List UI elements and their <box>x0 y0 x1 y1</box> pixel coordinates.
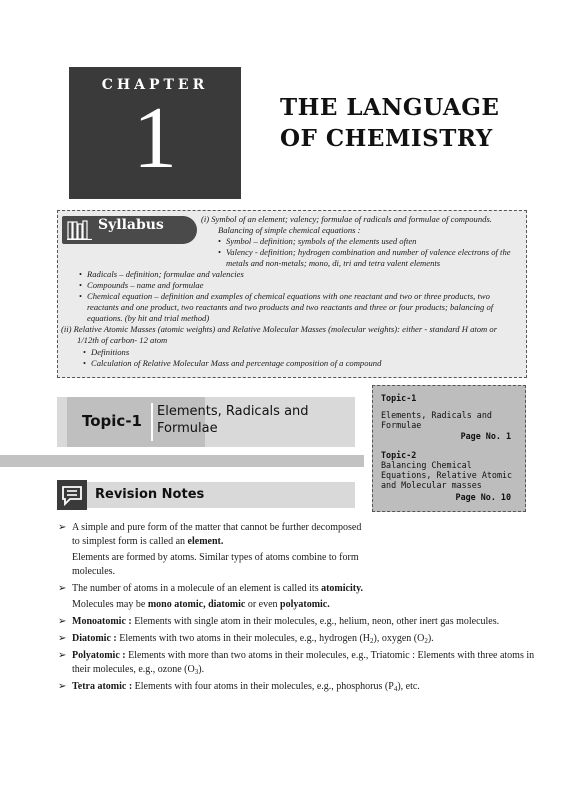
chapter-number: 1 <box>133 90 177 187</box>
subscript: 4 <box>393 685 398 693</box>
note-text: their molecules, e.g., ozone (O <box>72 664 195 675</box>
note-line <box>72 536 223 547</box>
note-text: ), oxygen (O <box>373 633 425 644</box>
syllabus-line: 1/12th of carbon- 12 atom <box>77 335 168 345</box>
syllabus-bullet: • Calculation of Relative Molecular Mass and percentage composition of a compound <box>91 358 381 369</box>
note-text: Elements with single atom in their molecules, e.g., helium, neon, other inert gas molecules. <box>131 616 500 627</box>
syllabus-bullet: • Definitions <box>91 347 129 358</box>
note-line <box>72 633 434 645</box>
syllabus-bullet: • Valency - definition; hydrogen combination and number of valence electrons of the <box>226 247 511 258</box>
syllabus-bullet: • Radicals – definition; formulae and valencies <box>87 269 244 280</box>
syllabus-bullet: • Chemical equation – definition and examples of chemical equations with one reactant and two or three products, two <box>87 291 490 302</box>
arrow-bullet: ➢ <box>58 633 67 644</box>
note-bold: Monoatomic : <box>72 616 132 627</box>
arrow-bullet: ➢ <box>58 583 67 594</box>
topic-header <box>57 397 355 447</box>
sidebar-topic1-line: Elements, Radicals and <box>381 410 492 420</box>
sidebar-topic2-label: Topic-2 <box>381 450 417 460</box>
topic-name <box>157 403 342 437</box>
subscript: 3 <box>194 668 199 676</box>
sidebar-topic1-page: Page No. 1 <box>460 431 511 441</box>
note-text: ). <box>198 664 205 675</box>
syllabus-bullet: • Symbol – definition; symbols of the elements used often <box>226 236 416 247</box>
revision-label: Revision Notes <box>95 487 205 502</box>
arrow-bullet: ➢ <box>58 681 67 692</box>
sidebar-topic2-line: Equations, Relative Atomic <box>381 470 513 480</box>
sidebar-topic2-page: Page No. 10 <box>455 492 511 502</box>
notes-icon <box>57 480 87 510</box>
sidebar-topic1-label: Topic-1 <box>381 393 417 403</box>
chapter-title-line2: OF CHEMISTRY <box>280 125 493 152</box>
sidebar-topic2-line: Balancing Chemical <box>381 460 472 470</box>
note-line <box>72 664 204 676</box>
note-line <box>72 599 330 610</box>
note-bold: mono atomic, diatomic <box>147 599 246 610</box>
note-bold: Tetra atomic : <box>72 681 133 692</box>
syllabus-line: equations. (by hit and trial method) <box>87 313 210 323</box>
chapter-title-line1: THE LANGUAGE <box>280 94 500 121</box>
revision-header <box>57 482 355 508</box>
sidebar-topic2-line: and Molecular masses <box>381 480 482 490</box>
note-text: ). <box>427 633 434 644</box>
note-bold: polyatomic. <box>280 599 330 610</box>
topic-label: Topic-1 <box>82 412 142 430</box>
topic-divider <box>151 403 153 441</box>
syllabus-line: Balancing of simple chemical equations : <box>218 225 361 235</box>
subscript: 2 <box>424 637 428 645</box>
note-line: molecules. <box>72 566 116 577</box>
note-text: Molecules may be <box>72 599 148 610</box>
topic-name-line2: Formulae <box>157 421 218 436</box>
syllabus-line: metals and non-metals; mono, di, tri and tetra valent elements <box>226 258 441 268</box>
note-text: Elements with two atoms in their molecules, e.g., hydrogen (H <box>116 633 370 644</box>
note-text: Elements with four atoms in their molecules, e.g., phosphorus (P <box>132 681 394 692</box>
note-line <box>72 616 499 627</box>
syllabus-tag <box>62 216 197 244</box>
note-text: ), etc. <box>397 681 420 692</box>
note-text: to simplest form is called an <box>72 536 188 547</box>
note-text: Elements with more than two atoms in their molecules, e.g., Triatomic : Elements with three atoms in <box>125 650 535 661</box>
note-line: A simple and pure form of the matter that cannot be further decomposed <box>72 522 362 533</box>
topic-name-line1: Elements, Radicals and <box>157 404 309 419</box>
note-line: Elements are formed by atoms. Similar types of atoms combine to form <box>72 552 359 563</box>
divider-bar <box>0 455 364 467</box>
syllabus-line: (i) Symbol of an element; valency; formulae of radicals and formulae of compounds. <box>201 214 492 224</box>
note-text: or even <box>245 599 281 610</box>
chapter-badge <box>69 67 241 199</box>
syllabus-bullet: • Compounds – name and formulae <box>87 280 204 291</box>
note-line <box>72 681 420 693</box>
note-line <box>72 650 534 661</box>
syllabus-line: reactants and one product, two reactants and two products and two reactants and three or four products; balancing of <box>87 302 494 312</box>
syllabus-box <box>57 210 527 378</box>
arrow-bullet: ➢ <box>58 522 67 533</box>
arrow-bullet: ➢ <box>58 650 67 661</box>
arrow-bullet: ➢ <box>58 616 67 627</box>
note-line <box>72 583 363 594</box>
note-text: The number of atoms in a molecule of an element is called its <box>72 583 322 594</box>
topics-sidebar <box>372 385 526 512</box>
books-icon <box>67 220 93 240</box>
chapter-label: CHAPTER <box>101 77 209 93</box>
note-bold: Polyatomic : <box>72 650 126 661</box>
note-bold: Diatomic : <box>72 633 117 644</box>
syllabus-label: Syllabus <box>98 217 164 233</box>
subscript: 2 <box>370 637 374 645</box>
note-bold: element. <box>187 536 224 547</box>
note-bold: atomicity. <box>321 583 364 594</box>
syllabus-line: (ii) Relative Atomic Masses (atomic weights) and Relative Molecular Masses (molecular weights): either - standard H atom or <box>61 324 498 334</box>
sidebar-topic1-line: Formulae <box>381 420 422 430</box>
chapter-title <box>280 92 499 154</box>
